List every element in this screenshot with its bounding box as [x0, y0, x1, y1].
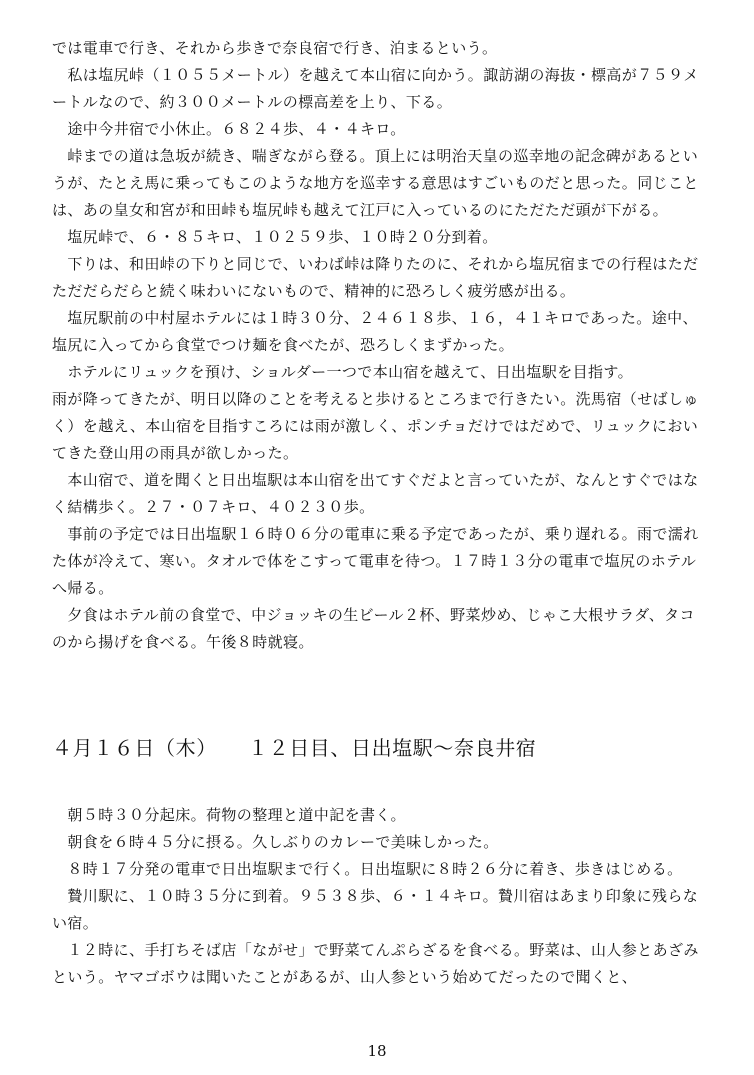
- paragraph: 雨が降ってきたが、明日以降のことを考えると歩けるところまで行きたい。洗馬宿（せばしゅく）を越え、本山宿を目指すころには雨が激しく、ポンチョだけではだめで、リュックにおいてきた登山用の雨具が欲しかった。: [52, 390, 699, 462]
- body-section-1: [52, 35, 702, 656]
- paragraph: では電車で行き、それから歩きで奈良宿で行き、泊まるという。: [52, 39, 498, 57]
- paragraph: ホテルにリュックを預け、ショルダー一つで本山宿を越えて、日出塩駅を目指す。: [52, 363, 634, 381]
- page-number: 18: [367, 1042, 387, 1060]
- paragraph: 私は塩尻峠（１０５５メートル）を越えて本山宿に向かう。諏訪湖の海抜・標高が７５９メートルなので、約３００メートルの標高差を上り、下る。: [52, 66, 699, 111]
- paragraph: 途中今井宿で小休止。６８２４歩、４・４キロ。: [52, 120, 406, 138]
- day-heading: ４月１６日（木） １２日目、日出塩駅～奈良井宿: [52, 736, 537, 760]
- paragraph: 峠までの道は急坂が続き、喘ぎながら登る。頂上には明治天皇の巡幸地の記念碑があるというが、たとえ馬に乗ってもこのような地方を巡幸する意思はすごいものだと思った。同じことは、あの皇女和宮が和田峠も塩尻峠も越えて江戸に入っているのにただただ頭が下がる。: [52, 147, 699, 219]
- paragraph: １２時に、手打ちそば店「ながせ」で野菜てんぷらざるを食べる。野菜は、山人参とあざみという。ヤマゴボウは聞いたことがあるが、山人参という始めてだったので聞くと、: [52, 941, 699, 986]
- paragraph: 塩尻駅前の中村屋ホテルには１時３０分、２４６１８歩、１６，４１キロであった。途中、塩尻に入ってから食堂でつけ麺を食べたが、恐ろしくまずかった。: [52, 309, 698, 354]
- paragraph: 朝５時３０分起床。荷物の整理と道中記を書く。: [52, 806, 406, 824]
- paragraph: 朝食を６時４５分に摂る。久しぶりのカレーで美味しかった。: [52, 833, 499, 851]
- paragraph: 本山宿で、道を聞くと日出塩駅は本山宿を出てすぐだよと言っていたが、なんとすぐではなく結構歩く。２７・０７キロ、４０２３０歩。: [52, 471, 699, 516]
- paragraph: 夕食はホテル前の食堂で、中ジョッキの生ビール２杯、野菜炒め、じゃこ大根サラダ、タコのから揚げを食べる。午後８時就寝。: [52, 606, 695, 651]
- paragraph: 塩尻峠で、６・８５キロ、１０２５９歩、１０時２０分到着。: [52, 228, 498, 246]
- body-section-2: [52, 802, 702, 991]
- paragraph: 贄川駅に、１０時３５分に到着。９５３８歩、６・１４キロ。贄川宿はあまり印象に残らない宿。: [52, 887, 699, 932]
- paragraph: 下りは、和田峠の下りと同じで、いわば峠は降りたのに、それから塩尻宿までの行程はただただだらだらと続く味わいにないもので、精神的に恐ろしく疲労感が出る。: [52, 255, 699, 300]
- paragraph: 事前の予定では日出塩駅１６時０６分の電車に乗る予定であったが、乗り遅れる。雨で濡れた体が冷えて、寒い。タオルで体をこすって電車を待つ。１７時１３分の電車で塩尻のホテルへ帰る。: [52, 525, 699, 597]
- paragraph: ８時１７分発の電車で日出塩駅まで行く。日出塩駅に８時２６分に着き、歩きはじめる。: [52, 860, 683, 878]
